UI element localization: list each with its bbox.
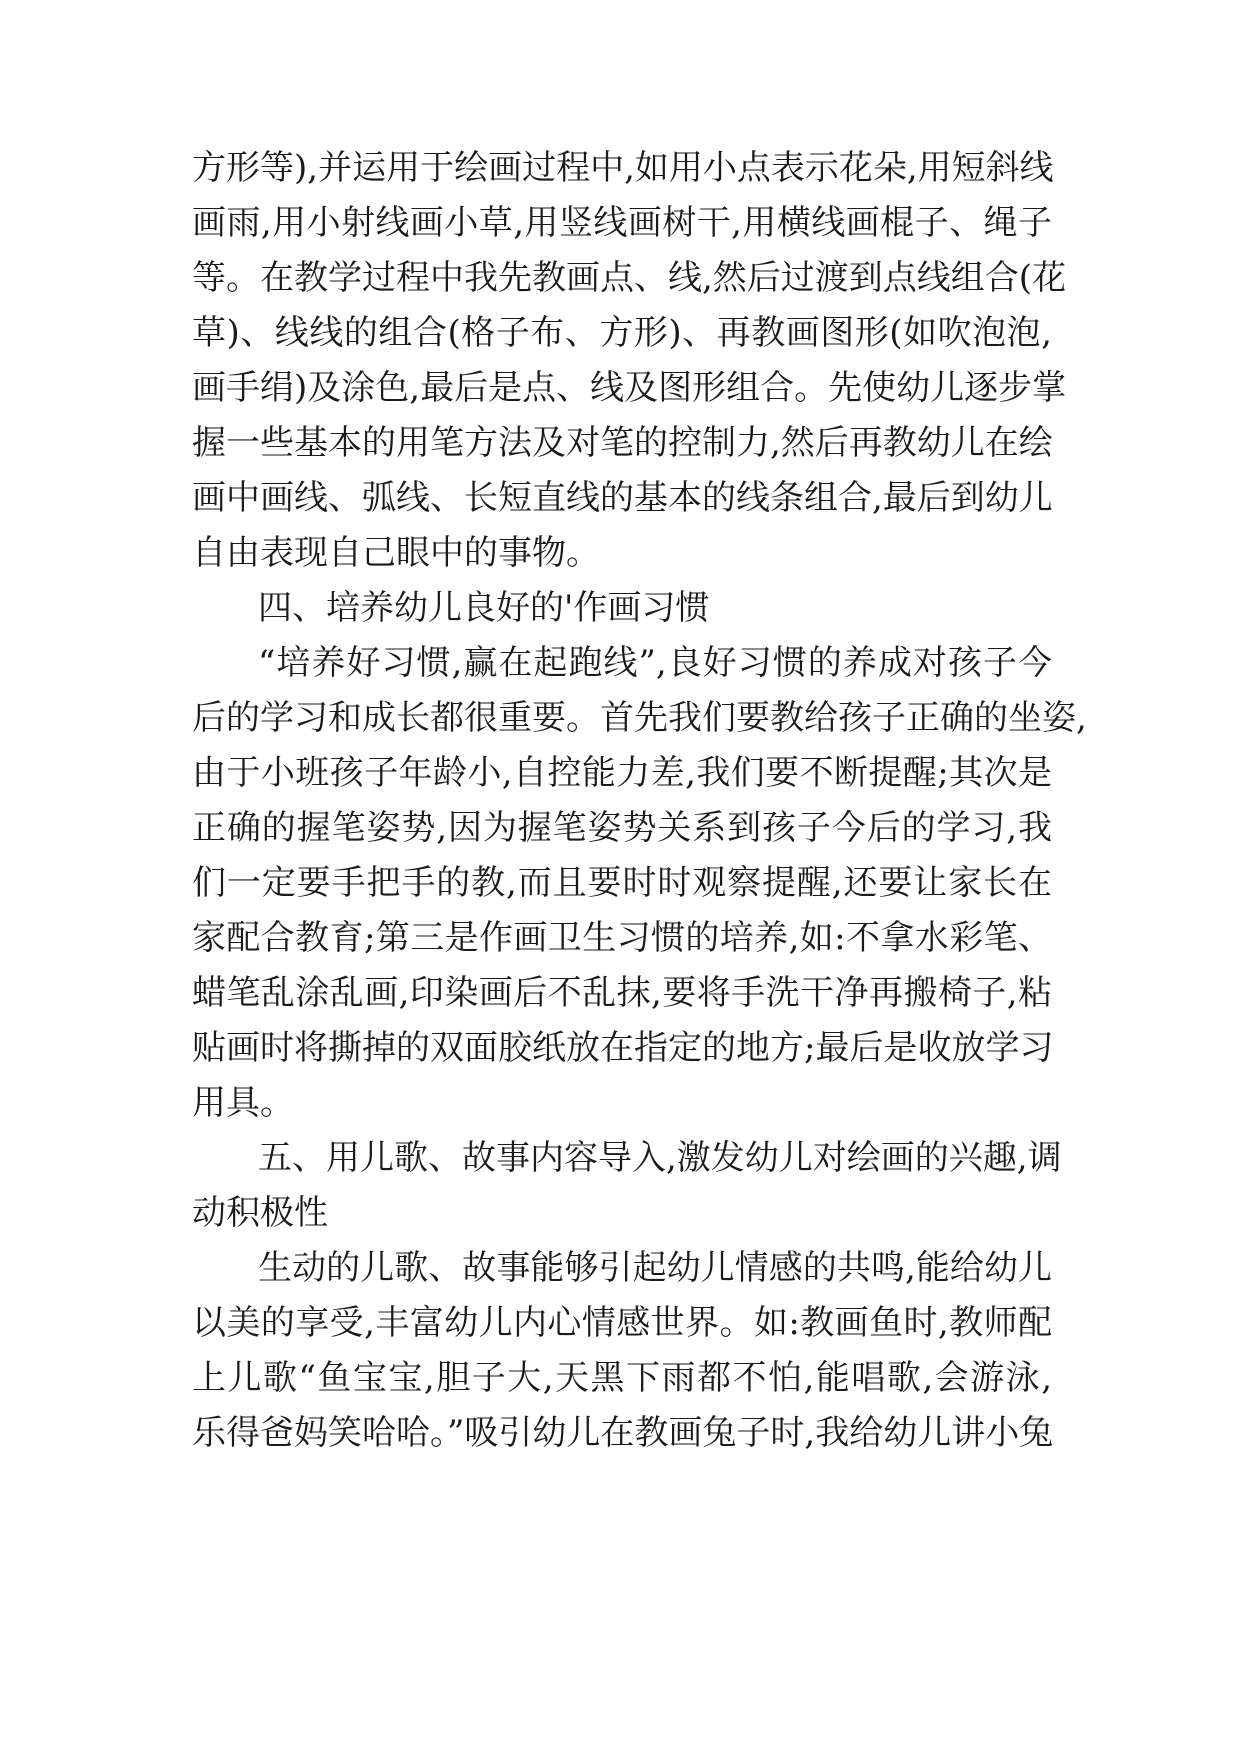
text-line: 们一定要手把手的教,而且要时时观察提醒,还要让家长在	[192, 863, 1052, 903]
text-line: 画雨,用小射线画小草,用竖线画树干,用横线画棍子、绳子	[192, 203, 1052, 243]
section-heading-5-cont: 动积极性	[192, 1193, 328, 1233]
text-line: 由于小班孩子年龄小,自控能力差,我们要不断提醒;其次是	[192, 753, 1052, 793]
section-heading-5: 五、用儿歌、故事内容导入,激发幼儿对绘画的兴趣,调	[258, 1138, 1062, 1178]
text-line: 画中画线、弧线、长短直线的基本的线条组合,最后到幼儿	[192, 478, 1053, 518]
text-line: 用具。	[192, 1083, 294, 1123]
text-line: 后的学习和成长都很重要。首先我们要教给孩子正确的坐姿,	[192, 698, 1087, 738]
text-line: 蜡笔乱涂乱画,印染画后不乱抹,要将手洗干净再搬椅子,粘	[192, 973, 1052, 1013]
text-line: 家配合教育;第三是作画卫生习惯的培养,如:不拿水彩笔、	[192, 918, 1052, 958]
text-line: 上儿歌“鱼宝宝,胆子大,天黑下雨都不怕,能唱歌,会游泳,	[192, 1358, 1052, 1398]
text-line: 贴画时将撕掉的双面胶纸放在指定的地方;最后是收放学习	[192, 1028, 1054, 1068]
text-line: 等。在教学过程中我先教画点、线,然后过渡到点线组合(花	[192, 258, 1067, 298]
section-heading-4: 四、培养幼儿良好的'作画习惯	[258, 588, 710, 628]
text-line: 画手绢)及涂色,最后是点、线及图形组合。先使幼儿逐步掌	[192, 368, 1067, 408]
text-line: 乐得爸妈笑哈哈。”吸引幼儿在教画兔子时,我给幼儿讲小兔	[192, 1413, 1054, 1453]
text-line: 正确的握笔姿势,因为握笔姿势关系到孩子今后的学习,我	[192, 808, 1052, 848]
text-line: 自由表现自己眼中的事物。	[192, 533, 600, 573]
text-line: 握一些基本的用笔方法及对笔的控制力,然后再教幼儿在绘	[192, 423, 1053, 463]
paragraph-first-line: 生动的儿歌、故事能够引起幼儿情感的共鸣,能给幼儿	[258, 1248, 1052, 1288]
text-line: 草)、线线的组合(格子布、方形)、再教画图形(如吹泡泡,	[192, 313, 1052, 353]
paragraph-first-line: “培养好习惯,赢在起跑线”,良好习惯的养成对孩子今	[258, 643, 1052, 683]
text-line: 方形等),并运用于绘画过程中,如用小点表示花朵,用短斜线	[192, 148, 1054, 188]
text-line: 以美的享受,丰富幼儿内心情感世界。如:教画鱼时,教师配	[192, 1303, 1052, 1343]
